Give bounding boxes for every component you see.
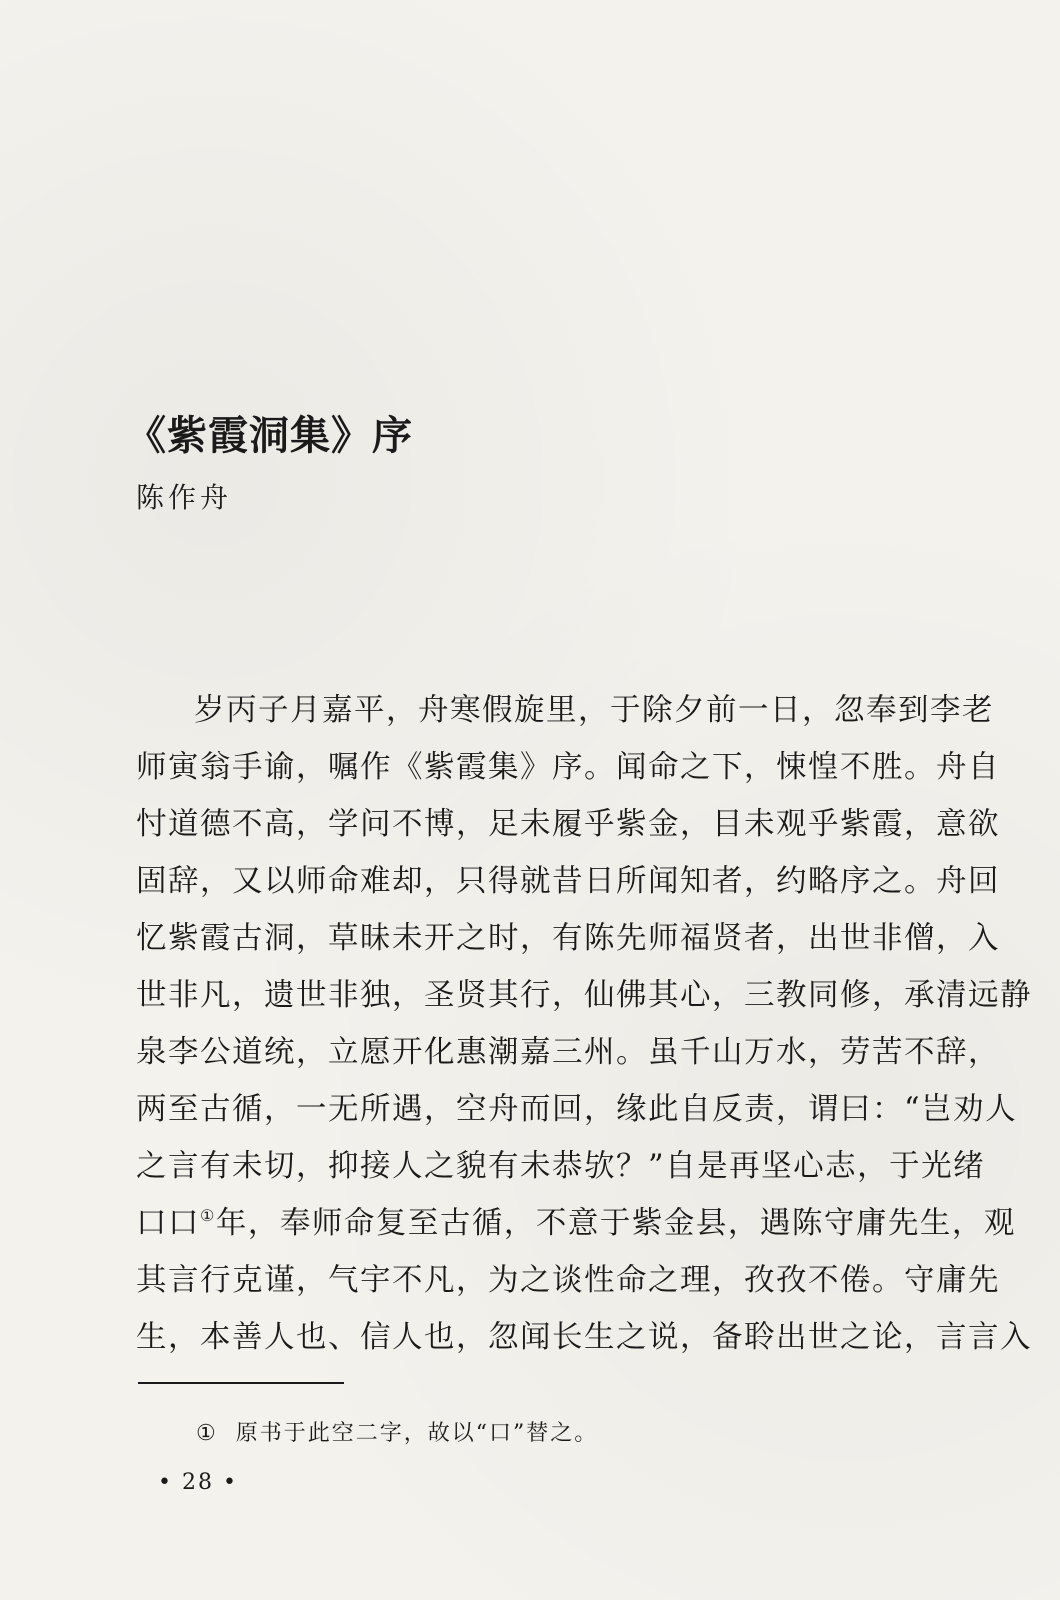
author-name: 陈作舟 <box>136 481 233 514</box>
body-text <box>136 682 1032 1366</box>
body-line: 两至古循，一无所遇，空舟而回，缘此自反责，谓曰：“岂劝人 <box>136 1092 1018 1127</box>
blank-placeholder: 口口 <box>136 1206 200 1241</box>
footnote-text: 原书于此空二字，故以“口”替之。 <box>235 1421 599 1446</box>
body-line-with-footnote <box>136 1195 1016 1252</box>
page-title: 《紫霞洞集》序 <box>126 412 413 459</box>
body-line: 泉李公道统，立愿开化惠潮嘉三州。虽千山万水，劳苦不辞， <box>136 1035 1000 1070</box>
footnote-number: ① <box>196 1421 218 1446</box>
footnote-divider <box>138 1382 344 1384</box>
footnote-reference: ① <box>200 1206 216 1225</box>
body-line: 之言有未切，抑接人之貌有未恭欤？”自是再坚心志，于光绪 <box>136 1149 986 1184</box>
body-line: 生，本善人也、信人也，忽闻长生之说，备聆出世之论，言言入 <box>136 1320 1032 1355</box>
body-line: 师寅翁手谕，嘱作《紫霞集》序。闻命之下，悚惶不胜。舟自 <box>136 750 1000 785</box>
body-line: 忖道德不高，学问不博，足未履乎紫金，目未观乎紫霞，意欲 <box>136 807 1000 842</box>
body-line-rest: 年，奉师命复至古循，不意于紫金县，遇陈守庸先生，观 <box>215 1206 1016 1241</box>
page-number: • 28 • <box>158 1470 238 1495</box>
body-line: 固辞，又以师命难却，只得就昔日所闻知者，约略序之。舟回 <box>136 864 1000 899</box>
body-line: 其言行克谨，气宇不凡，为之谈性命之理，孜孜不倦。守庸先 <box>136 1263 1000 1298</box>
footnote <box>196 1416 598 1447</box>
body-line: 世非凡，遗世非独，圣贤其行，仙佛其心，三教同修，承清远静 <box>136 978 1032 1013</box>
body-line: 岁丙子月嘉平，舟寒假旋里，于除夕前一日，忽奉到李老 <box>194 693 994 728</box>
body-line: 忆紫霞古洞，草昧未开之时，有陈先师福贤者，出世非僧，入 <box>136 921 1000 956</box>
